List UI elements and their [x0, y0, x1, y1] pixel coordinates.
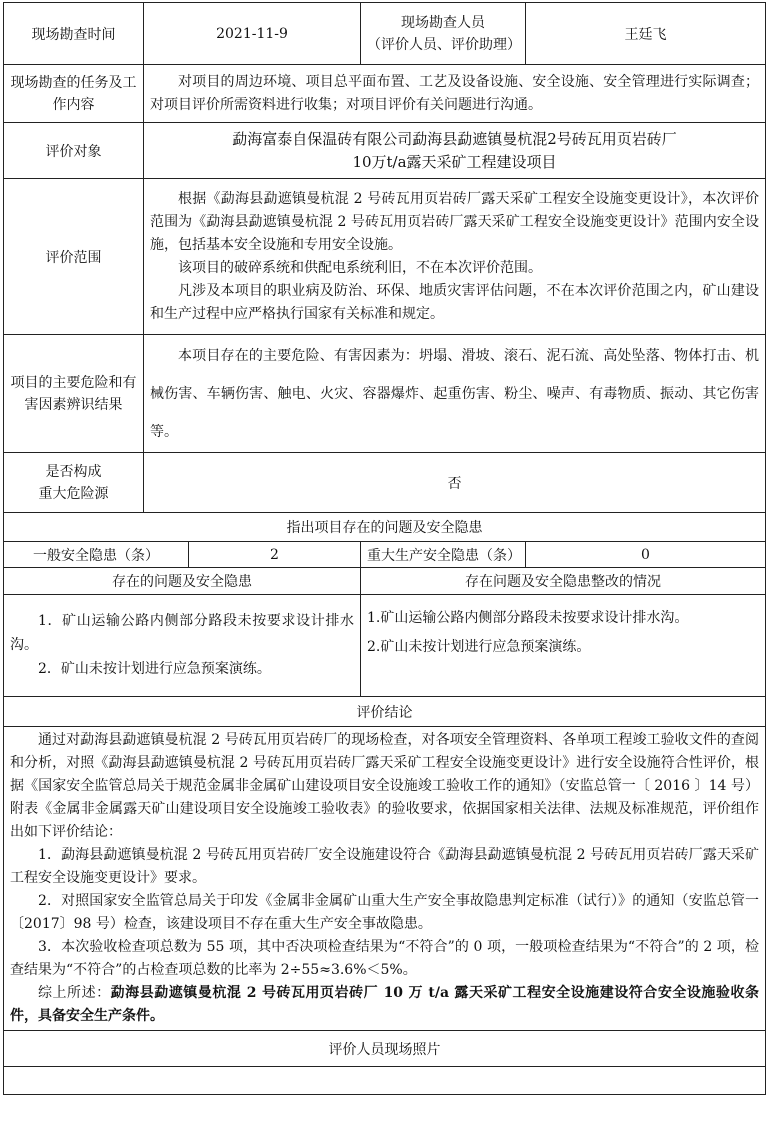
time-value: 2021-11-9 — [144, 3, 361, 65]
task-value: 对项目的周边环境、项目总平面布置、工艺及设备设施、安全设施、安全管理进行实际调查；对项目评价所需资料进行收集；对项目评价有关问题进行沟通。 — [150, 73, 759, 113]
row-scope — [4, 179, 766, 335]
scope-paragraph: 根据《勐海县勐遮镇曼杭混 2 号砖瓦用页岩砖厂露天采矿工程安全设施变更设计》，本次评价范围为《勐海县勐遮镇曼杭混 2 号砖瓦用页岩砖厂露天采矿工程安全设施变更设计》范围内安全设施，包括基本安全设施和专用安全设施。 — [150, 190, 759, 253]
time-label: 现场勘查时间 — [4, 3, 144, 65]
row-photos-header — [4, 1031, 766, 1067]
survey-table — [3, 2, 766, 1095]
existing-issue-item: 1．矿山运输公路内侧部分路段未按要求设计排水沟。 — [10, 613, 354, 653]
row-hazard-counts — [4, 542, 766, 568]
rectification-item: 2.矿山未按计划进行应急预案演练。 — [367, 639, 591, 655]
conclusion-item: 2．对照国家安全监管总局关于印发《金属非金属矿山重大生产安全事故隐患判定标准（试行）》的通知（安监总管一〔2017〕98 号）检查，该建设项目不存在重大生产安全事故隐患。 — [10, 893, 759, 932]
personnel-value: 王廷飞 — [526, 3, 766, 65]
rectification-item: 1.矿山运输公路内侧部分路段未按要求设计排水沟。 — [367, 610, 689, 626]
personnel-label-line1: 现场勘查人员 — [401, 14, 485, 31]
conclusion-header: 评价结论 — [4, 697, 766, 727]
existing-issues-header: 存在的问题及安全隐患 — [4, 568, 361, 595]
photos-header: 评价人员现场照片 — [4, 1031, 766, 1067]
photos-area — [4, 1067, 766, 1095]
row-object — [4, 123, 766, 179]
scope-label: 评价范围 — [4, 179, 144, 335]
major-label — [4, 453, 144, 513]
conclusion-summary-prefix: 综上所述： — [38, 985, 111, 1001]
survey-record-page — [3, 2, 765, 1095]
scope-value-cell — [144, 179, 766, 335]
conclusion-summary — [10, 982, 759, 1028]
hazard-value-cell — [144, 335, 766, 453]
hazard-label: 项目的主要危险和有害因素辨识结果 — [4, 335, 144, 453]
object-line2: 10万t/a露天采矿工程建设项目 — [352, 152, 557, 171]
personnel-label-line2: （评价人员、评价助理） — [367, 36, 521, 53]
rectification-header: 存在问题及安全隐患整改的情况 — [361, 568, 766, 595]
row-conclusion — [4, 727, 766, 1031]
row-task — [4, 65, 766, 123]
row-major-hazard — [4, 453, 766, 513]
object-line1: 勐海富泰自保温砖有限公司勐海县勐遮镇曼杭混2号砖瓦用页岩砖厂 — [232, 129, 677, 148]
row-issues-header — [4, 513, 766, 542]
task-value-cell — [144, 65, 766, 123]
row-photos-area — [4, 1067, 766, 1095]
serious-hazard-label: 重大生产安全隐患（条） — [361, 542, 526, 568]
conclusion-cell — [4, 727, 766, 1031]
conclusion-intro: 通过对勐海县勐遮镇曼杭混 2 号砖瓦用页岩砖厂的现场检查，对各项安全管理资料、各单项工程竣工验收文件的查阅和分析，对照《勐海县勐遮镇曼杭混 2 号砖瓦用页岩砖厂露天采矿工程安全设施变更设计》进行安全设施符合性评价，根据《国家安全监管总局关于规范金属非金属矿山建设项目安全设施竣工验收工作的通知》（安监总管一〔 2016 〕14 号）附表《金属非金属露天矿山建设项目安全设施竣工验收表》的验收要求，依据国家相关法律、法规及标准规范，评价组作出如下评价结论： — [10, 732, 759, 840]
row-conclusion-header — [4, 697, 766, 727]
object-label: 评价对象 — [4, 123, 144, 179]
personnel-label — [361, 3, 526, 65]
major-value: 否 — [144, 453, 766, 513]
general-hazard-count: 2 — [189, 542, 361, 568]
general-hazard-label: 一般安全隐患（条） — [4, 542, 189, 568]
scope-paragraph: 该项目的破碎系统和供配电系统利旧，不在本次评价范围。 — [178, 259, 542, 276]
major-label-line2: 重大危险源 — [38, 485, 109, 502]
conclusion-item: 3．本次验收检查项总数为 55 项，其中否决项检查结果为“不符合”的 0 项，一般项检查结果为“不符合”的 2 项，检查结果为“不符合”的占检查项总数的比率为 2÷55≈3.6%＜5%。 — [10, 939, 759, 978]
hazard-value: 本项目存在的主要危险、有害因素为：坍塌、滑坡、滚石、泥石流、高处坠落、物体打击、机械伤害、车辆伤害、触电、火灾、容器爆炸、起重伤害、粉尘、噪声、有毒物质、振动、其它伤害等。 — [150, 347, 759, 440]
row-issues-subheaders — [4, 568, 766, 595]
conclusion-summary-bold: 勐海县勐遮镇曼杭混 2 号砖瓦用页岩砖厂 10 万 t/a 露天采矿工程安全设施建设符合安全设施验收条件，具备安全生产条件。 — [10, 985, 759, 1024]
rectification-cell — [361, 595, 766, 697]
conclusion-item: 1．勐海县勐遮镇曼杭混 2 号砖瓦用页岩砖厂安全设施建设符合《勐海县勐遮镇曼杭混 2 号砖瓦用页岩砖厂露天采矿工程安全设施变更设计》要求。 — [10, 847, 759, 886]
major-label-line1: 是否构成 — [45, 463, 102, 480]
existing-issues-cell — [4, 595, 361, 697]
task-label: 现场勘查的任务及工作内容 — [4, 65, 144, 123]
scope-paragraph: 凡涉及本项目的职业病及防治、环保、地质灾害评估问题，不在本次评价范围之内，矿山建设和生产过程中应严格执行国家有关标准和规定。 — [150, 282, 759, 322]
existing-issue-item: 2．矿山未按计划进行应急预案演练。 — [38, 661, 271, 677]
issues-header: 指出项目存在的问题及安全隐患 — [4, 513, 766, 542]
row-issues-detail — [4, 595, 766, 697]
row-survey-time — [4, 3, 766, 65]
serious-hazard-count: 0 — [526, 542, 766, 568]
object-value-cell — [144, 123, 766, 179]
row-hazards — [4, 335, 766, 453]
